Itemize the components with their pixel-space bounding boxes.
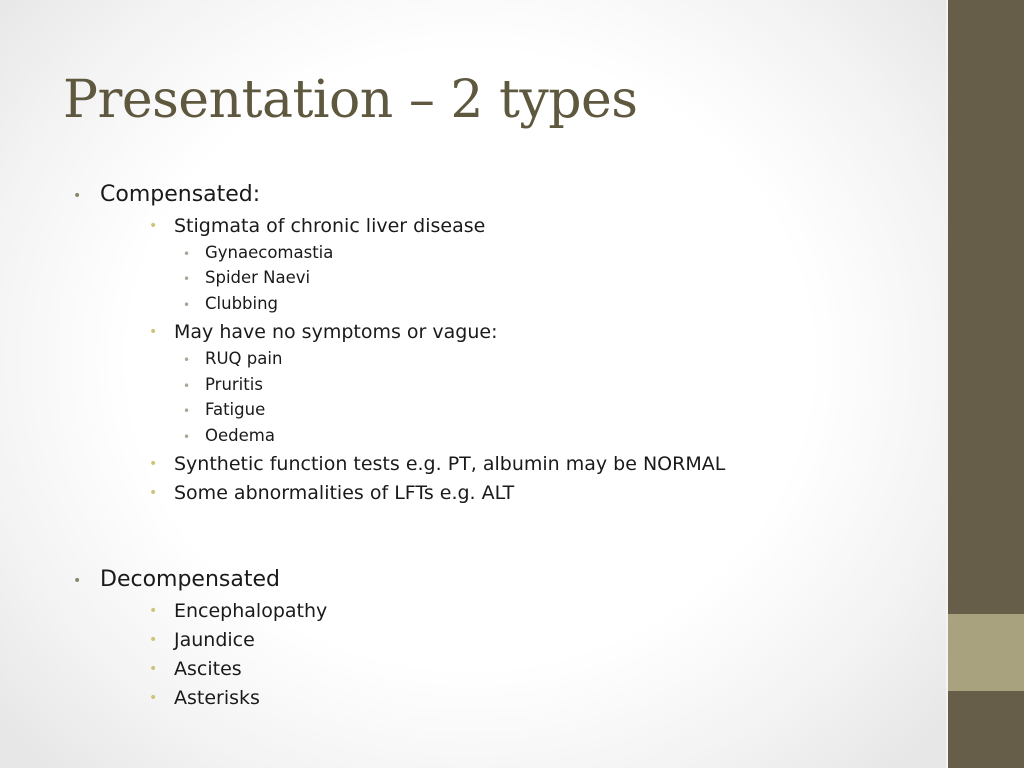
bullet-icon: • [149, 632, 158, 648]
list-item-ruq-pain: RUQ pain [205, 349, 283, 368]
list-item-jaundice: Jaundice [174, 629, 255, 651]
list-item-decompensated: Decompensated [100, 567, 280, 592]
slide-title: Presentation – 2 types [63, 70, 638, 130]
list-item-asterisks: Asterisks [174, 687, 260, 709]
bullet-icon: • [183, 379, 191, 393]
list-item-encephalopathy: Encephalopathy [174, 600, 328, 622]
list-item-fatigue: Fatigue [205, 400, 266, 419]
bullet-icon: • [183, 298, 191, 312]
bullet-icon: • [73, 573, 82, 589]
list-item-compensated: Compensated: [100, 182, 261, 207]
bullet-icon: • [149, 456, 158, 472]
bullet-icon: • [183, 353, 191, 367]
bullet-icon: • [149, 661, 158, 677]
list-item-stigmata: Stigmata of chronic liver disease [174, 215, 486, 237]
list-item-lft-abnormalities: Some abnormalities of LFTs e.g. ALT [174, 482, 515, 504]
list-item-oedema: Oedema [205, 426, 275, 445]
list-item-spider-naevi: Spider Naevi [205, 268, 311, 287]
bullet-icon: • [183, 247, 191, 261]
list-item-no-symptoms: May have no symptoms or vague: [174, 321, 498, 343]
bullet-icon: • [183, 430, 191, 444]
list-item-gynaecomastia: Gynaecomastia [205, 243, 334, 262]
side-bar-accent [948, 614, 1024, 691]
bullet-icon: • [149, 218, 158, 234]
bullet-icon: • [149, 690, 158, 706]
bullet-icon: • [183, 272, 191, 286]
bullet-icon: • [149, 603, 158, 619]
list-item-clubbing: Clubbing [205, 294, 279, 313]
bullet-icon: • [149, 485, 158, 501]
list-item-pruritis: Pruritis [205, 375, 263, 394]
list-item-ascites: Ascites [174, 658, 242, 680]
bullet-icon: • [149, 324, 158, 340]
bullet-icon: • [183, 404, 191, 418]
bullet-icon: • [73, 188, 82, 204]
list-item-synthetic-function: Synthetic function tests e.g. PT, albumin may be NORMAL [174, 453, 726, 475]
